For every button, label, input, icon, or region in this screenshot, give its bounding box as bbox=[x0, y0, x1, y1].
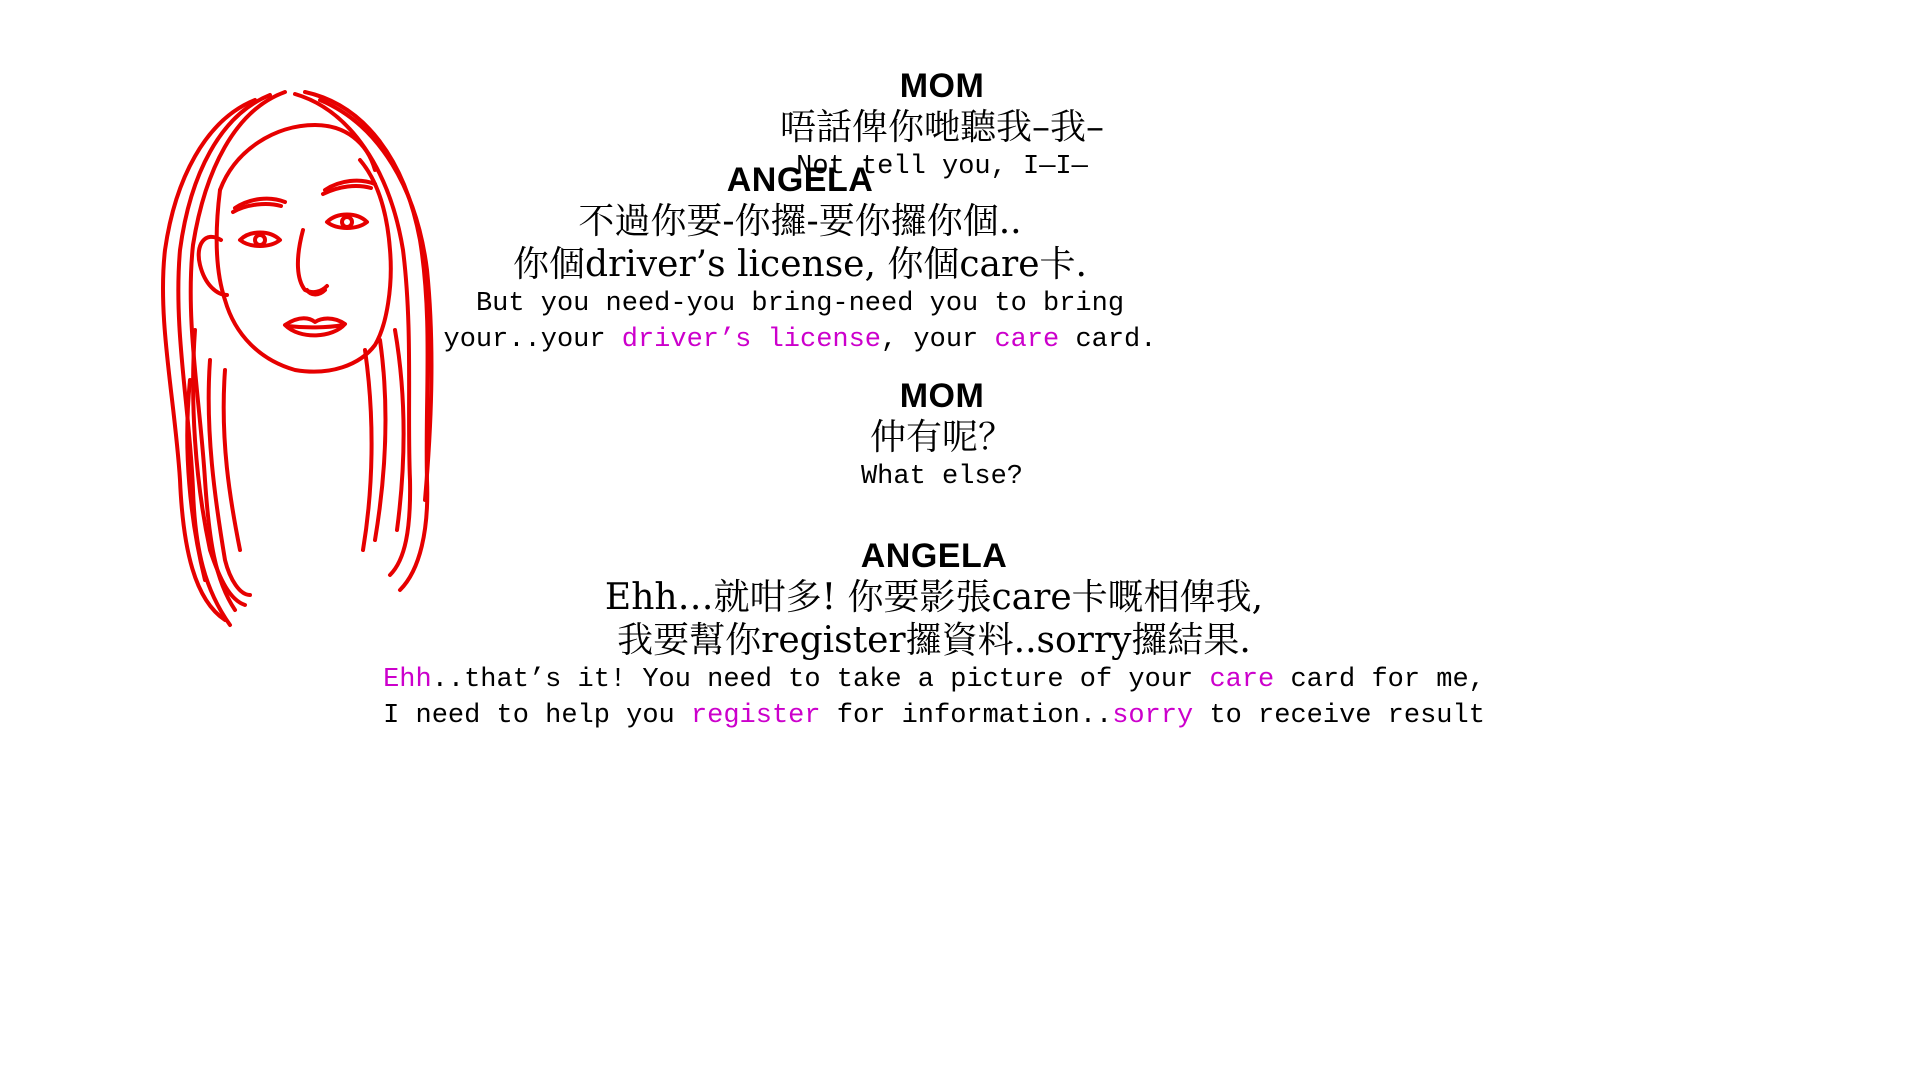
highlighted-term: sorry bbox=[1112, 701, 1194, 731]
dialogue-block-mom-2 bbox=[342, 376, 1542, 495]
dialogue-block-angela-1 bbox=[200, 160, 1400, 358]
text-segment: card. bbox=[1059, 325, 1157, 355]
highlighted-term: Ehh bbox=[383, 665, 432, 695]
text-segment: to receive result bbox=[1193, 701, 1485, 731]
chinese-line: 仲有呢？ bbox=[869, 417, 1014, 458]
text-segment: But you need-you bring-need you to bring bbox=[475, 289, 1125, 319]
text-segment: Not tell you, I—I— bbox=[796, 152, 1088, 182]
english-line bbox=[334, 698, 1534, 734]
text-segment: , your bbox=[881, 325, 995, 355]
text-segment: for information.. bbox=[820, 701, 1113, 731]
speaker-name: MOM bbox=[899, 67, 985, 105]
text-segment: ..that’s it! You need to take a picture of your bbox=[431, 665, 1210, 695]
chinese-line: 你個driver’s license, 你個care卡. bbox=[513, 244, 1087, 285]
highlighted-term: register bbox=[690, 701, 821, 731]
speaker-name: ANGELA bbox=[860, 537, 1008, 575]
dialogue-block-angela-2 bbox=[334, 536, 1534, 734]
highlighted-term: driver’s license bbox=[621, 325, 882, 355]
text-segment: card for me, bbox=[1274, 665, 1485, 695]
english-line bbox=[200, 322, 1400, 358]
text-segment: What else? bbox=[860, 462, 1024, 492]
speaker-name: ANGELA bbox=[726, 161, 874, 199]
speaker-name: MOM bbox=[899, 377, 985, 415]
highlighted-term: care bbox=[994, 325, 1060, 355]
english-line bbox=[342, 459, 1542, 495]
highlighted-term: care bbox=[1209, 665, 1275, 695]
english-line bbox=[334, 662, 1534, 698]
english-line bbox=[200, 286, 1400, 322]
chinese-line: 唔話俾你哋聽我–我– bbox=[779, 107, 1104, 148]
chinese-line: 我要幫你register攞資料..sorry攞結果. bbox=[617, 620, 1251, 661]
chinese-line: 不過你要-你攞-要你攞你個.. bbox=[578, 201, 1022, 242]
chinese-line: Ehh…就咁多! 你要影張care卡嘅相俾我, bbox=[604, 577, 1264, 618]
text-segment: your..your bbox=[443, 325, 622, 355]
text-segment: I need to help you bbox=[383, 701, 691, 731]
